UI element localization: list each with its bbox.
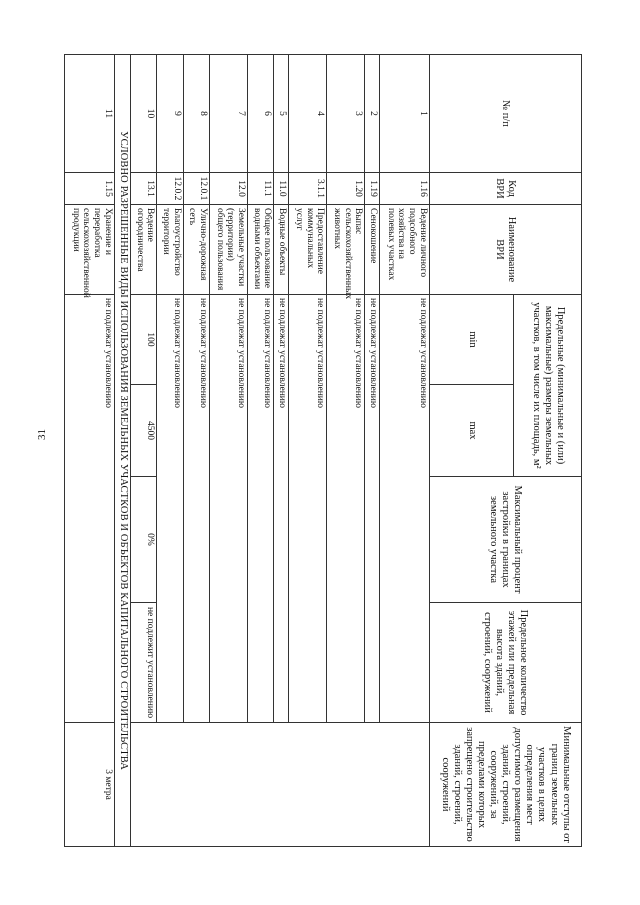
row-value: не подлежат установлению — [274, 295, 289, 723]
row-name: Водные объекты — [274, 205, 289, 295]
row-value: не подлежат установлению — [209, 295, 247, 723]
row-value: не подлежат установлению — [365, 295, 380, 723]
row-name: Общее пользование водными объектами — [247, 205, 273, 295]
row-num: 5 — [274, 55, 289, 173]
row-name: Ведение личного подсобного хозяйства на полевых участках — [379, 205, 429, 295]
row-code: 12.0 — [209, 173, 247, 205]
header-min: min — [429, 295, 514, 385]
row-name: Хранение и переработка сельскохозяйственной продукции — [65, 205, 115, 295]
row-num: 2 — [365, 55, 380, 173]
row-code: 11.1 — [247, 173, 273, 205]
row-num: 1 — [379, 55, 429, 173]
document-sheet — [64, 54, 582, 846]
row-name: Предоставление коммунальных услуг — [289, 205, 327, 295]
row-setback: 3 метра — [65, 723, 115, 847]
row-value: не подлежат установлению — [289, 295, 327, 723]
row-num: 8 — [183, 55, 209, 173]
row-code: 3.1.1 — [289, 173, 327, 205]
header-setback: Минимальные отступы от границ земельных участков в целях определения мест допустимого размещения зданий, строений, сооружений, за пределами которых запрещено строительство зданий, строений, сооружений — [429, 723, 581, 847]
row-code: 12.0.1 — [183, 173, 209, 205]
row-max: 4500 — [130, 385, 156, 477]
row-min: 100 — [130, 295, 156, 385]
setback-merged-cell — [130, 723, 429, 847]
row-value: не подлежат установлению — [157, 295, 183, 723]
row-name: Сенокошение — [365, 205, 380, 295]
row-num: 3 — [327, 55, 365, 173]
header-row — [514, 55, 582, 847]
row-num: 6 — [247, 55, 273, 173]
row-value: не подлежат установлению — [327, 295, 365, 723]
section-title: УСЛОВНО РАЗРЕШЕННЫЕ ВИДЫ ИСПОЛЬЗОВАНИЯ ЗЕМЕЛЬНЫХ УЧАСТКОВ И ОБЪЕКТОВ КАПИТАЛЬНОГО СТРОИТЕЛЬСТВА — [114, 55, 130, 847]
row-value: не подлежат установлению — [247, 295, 273, 723]
row-value: не подлежат установлению — [379, 295, 429, 723]
header-num: № п/п — [429, 55, 581, 173]
section-heading-row — [114, 55, 130, 847]
row-name: Выпас сельскохозяйственных животных — [327, 205, 365, 295]
row-value: не подлежат установлению — [65, 295, 115, 723]
row-num: 9 — [157, 55, 183, 173]
table-row — [379, 55, 429, 847]
row-num: 10 — [130, 55, 156, 173]
header-size-group: Предельные (минимальные и (или) максимальные) размеры земельных участков, в том числе их площадь, м² — [514, 295, 582, 477]
header-coverage: Максимальный процент застройки в границах земельного участка — [429, 477, 581, 603]
row-name: Благоустройство территории — [157, 205, 183, 295]
row-value: не подлежат установлению — [183, 295, 209, 723]
row-code: 1.15 — [65, 173, 115, 205]
row-code: 1.19 — [365, 173, 380, 205]
header-floors: Предельное количество этажей или предельная высота зданий, строений, сооружений — [429, 603, 581, 723]
row-num: 11 — [65, 55, 115, 173]
row-name: Ведение огородничества — [130, 205, 156, 295]
header-code: Код ВРИ — [429, 173, 581, 205]
row-code: 11.0 — [274, 173, 289, 205]
row-code: 1.20 — [327, 173, 365, 205]
row-name: Улично-дорожная сеть — [183, 205, 209, 295]
table-row — [65, 55, 115, 847]
row-code: 13.1 — [130, 173, 156, 205]
zoning-table — [64, 54, 582, 847]
row-name: Земельные участки (территории) общего пользования — [209, 205, 247, 295]
header-max: max — [429, 385, 514, 477]
row-num: 7 — [209, 55, 247, 173]
row-floors: не подлежит установлению — [130, 603, 156, 723]
page-number: 31 — [36, 429, 48, 440]
header-name: Наименование ВРИ — [429, 205, 581, 295]
row-code: 12.0.2 — [157, 173, 183, 205]
row-coverage: 0% — [130, 477, 156, 603]
row-code: 1.16 — [379, 173, 429, 205]
row-num: 4 — [289, 55, 327, 173]
